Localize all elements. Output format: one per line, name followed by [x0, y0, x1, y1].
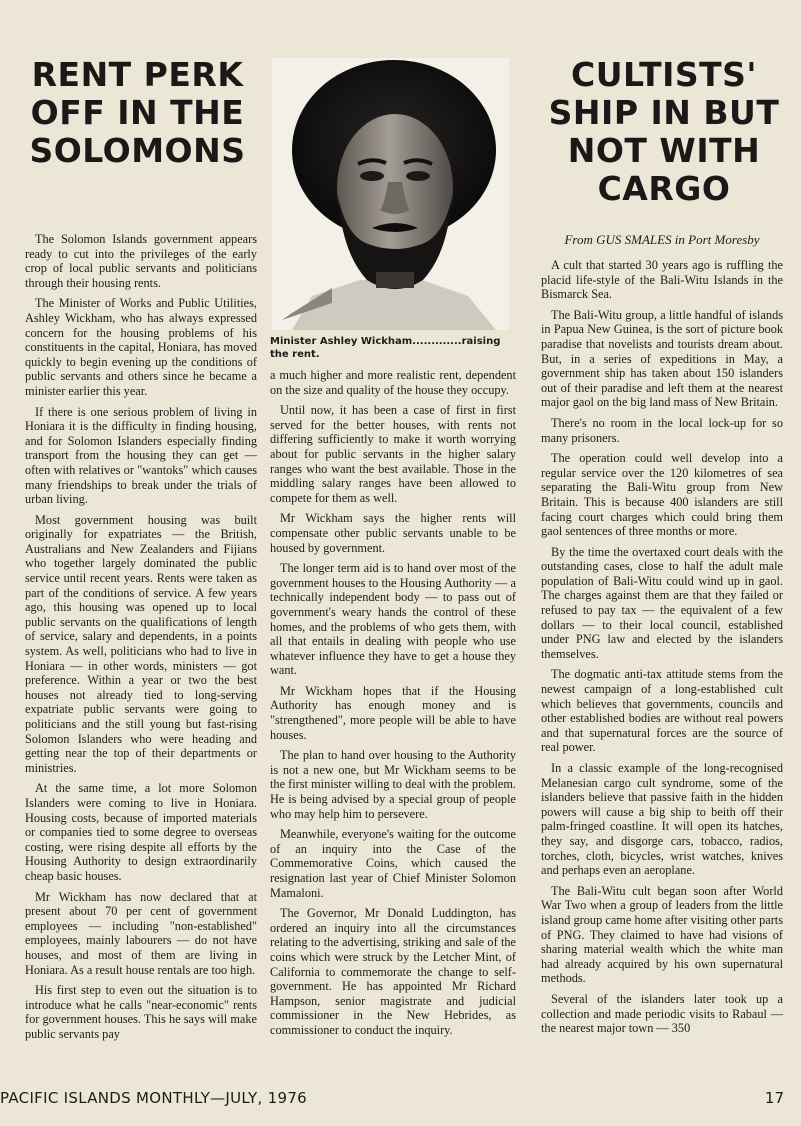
- article-paragraph: The Minister of Works and Public Utilities, Ashley Wickham, who has always expressed concern for the housing problems of his constituents in the capital, Honiara, has moved quickly to begin evening up the conditions of public servants and others since he became a minister earlier this year.: [25, 296, 257, 398]
- article-paragraph: Several of the islanders later took up a collection and made periodic visits to Rabaul — the nearest major town — 350: [541, 991, 783, 1036]
- article-paragraph: There's no room in the local lock-up for so many prisoners.: [541, 415, 783, 445]
- byline: From GUS SMALES in Port Moresby: [564, 232, 760, 247]
- article-paragraph: Mr Wickham has now declared that at present about 70 per cent of government employees — including "non-established" employees, mainly labourers — do not have houses, and most of them are living in Honiara. As a result house rentals are too high.: [25, 889, 257, 977]
- cultists-ship-headline: CULTISTS' SHIP IN BUT NOT WITH CARGO: [548, 55, 780, 208]
- rent-perk-article-column: [25, 232, 257, 1047]
- cultists-article-column: [541, 258, 783, 1042]
- page-number: 17: [764, 1089, 784, 1107]
- article-paragraph: The plan to hand over housing to the Authority is not a new one, but Mr Wickham seems to be the first minister willing to deal with the problem. He is being advised by a special group of people who may help him to persevere.: [270, 748, 516, 821]
- article-paragraph: Meanwhile, everyone's waiting for the outcome of an inquiry into the Case of the Commemorative Coins, which caused the resignation last year of Chief Minister Solomon Mamaloni.: [270, 827, 516, 900]
- portrait-drawing: [272, 58, 509, 330]
- publication-footer: PACIFIC ISLANDS MONTHLY—JULY, 1976: [0, 1089, 308, 1107]
- article-paragraph: A cult that started 30 years ago is ruffling the placid life-style of the Bali-Witu Islands in the Bismarck Sea.: [541, 258, 783, 302]
- article-paragraph: In a classic example of the long-recognised Melanesian cargo cult syndrome, some of the islanders believe that passive faith in the hidden powers will cause a big ship to beith off their palm-fringed coastline. It will open its hatches, they say, and disgorge cars, tobacco, radios, torches, cloth, bicycles, wrist watches, knives and perhaps even an aeroplane.: [541, 761, 783, 878]
- article-paragraph: The dogmatic anti-tax attitude stems from the newest campaign of a long-established cult which believes that governments, councils and other established bodies are without real powers and that supernatural forces are the source of real power.: [541, 667, 783, 755]
- photo-caption: Minister Ashley Wickham.............raising the rent.: [270, 336, 501, 360]
- article-paragraph: By the time the overtaxed court deals with the outstanding cases, close to half the adult male population of Bali-Witu could wind up in gaol. The charges against them are that they failed or refused to pay tax — the equivalent of a few dollars — to their local council, established under PNG law and elected by the islanders themselves.: [541, 544, 783, 661]
- rent-perk-headline: RENT PERK OFF IN THE SOLOMONS: [29, 55, 246, 170]
- article-paragraph: The longer term aid is to hand over most of the government houses to the Housing Authority — a technically independent body — to pass out of government's weary hands the control of these homes, and the problems of who gets them, with all that entails in dealing with people who use whatever influence they have to get a house they want.: [270, 561, 516, 678]
- article-paragraph: a much higher and more realistic rent, dependent on the size and quality of the house they occupy.: [270, 368, 516, 397]
- article-paragraph: The Bali-Witu cult began soon after World War Two when a group of leaders from the little island group came home after visiting other parts of PNG. They claimed to have had visions of sharing material wealth which the white man had already acquired by his own supernatural methods.: [541, 883, 783, 986]
- article-paragraph: Until now, it has been a case of first in first served for the better houses, with rents not differing sufficiently to make it worth worrying about for public servants in the higher salary ranges who want the best available. Those in the middling salary ranges have been allowed to compete for them as well.: [270, 403, 516, 505]
- article-paragraph: Mr Wickham says the higher rents will compensate other public servants unable to be housed by government.: [270, 511, 516, 555]
- article-paragraph: Most government housing was built originally for expatriates — the British, Australians and New Zealanders and Fijians who together largely dominated the public service until recent years. Rents were taken as part of the conditions of service. A few years ago, this housing was opened up to local public servants on the qualifications of length of service, salary and dependents, in a points system. As well, politicians who had to live in Honiara — in other words, ministers — got preference. Within a year or two the best houses not already tied to long-serving expatriate public servants were going to politicians and the still young but fast-rising Solomon Islanders who were heading and getting near the top of their departments or ministries.: [25, 512, 257, 775]
- rent-perk-continuation-column: [270, 368, 516, 1044]
- article-paragraph: The Bali-Witu group, a little handful of islands in Papua New Guinea, is the sort of picture book paradise that novelists and tourists dream about. But, in a series of expeditions in May, a government ship has taken about 150 islanders out of their paradise and left them at the nearest major gaol on the big land mass of New Britain.: [541, 307, 783, 410]
- article-paragraph: The operation could well develop into a regular service over the 120 kilometres of sea separating the Bali-Witu group from New Britain. This is because 400 islanders are still facing court charges which could bring them gaol sentences of three months or more.: [541, 451, 783, 539]
- article-paragraph: Mr Wickham hopes that if the Housing Authority has enough money and is "strengthened", more people will be able to have houses.: [270, 683, 516, 742]
- article-paragraph: If there is one serious problem of living in Honiara it is the difficulty in finding housing, and for Solomon Islanders especially finding transport from the housing they can get — often with relatives or "wantoks" which causes many friendships to break under the trials of urban living.: [25, 404, 257, 507]
- minister-portrait-photo: [272, 58, 509, 330]
- article-paragraph: The Solomon Islands government appears ready to cut into the privileges of the early crop of local public servants and politicians through their housing rents.: [25, 232, 257, 290]
- article-paragraph: The Governor, Mr Donald Luddington, has ordered an inquiry into all the circumstances relating to the advertising, striking and sale of the coins which were struck by the Letcher Mint, of California to commemorate the change to self-government. He has appointed Mr Richard Hampson, senior magistrate and judicial commissioner in the New Hebrides, as commissioner to conduct the inquiry.: [270, 906, 516, 1037]
- article-paragraph: At the same time, a lot more Solomon Islanders were coming to live in Honiara. Housing costs, because of imported materials or companies tied to some degree to overseas costing, were rising despite all efforts by the Housing Authority to design extraordinarily cheap basic houses.: [25, 781, 257, 883]
- article-paragraph: His first step to even out the situation is to introduce what he calls "near-economic" rents for government houses. This he says will make public servants pay: [25, 983, 257, 1041]
